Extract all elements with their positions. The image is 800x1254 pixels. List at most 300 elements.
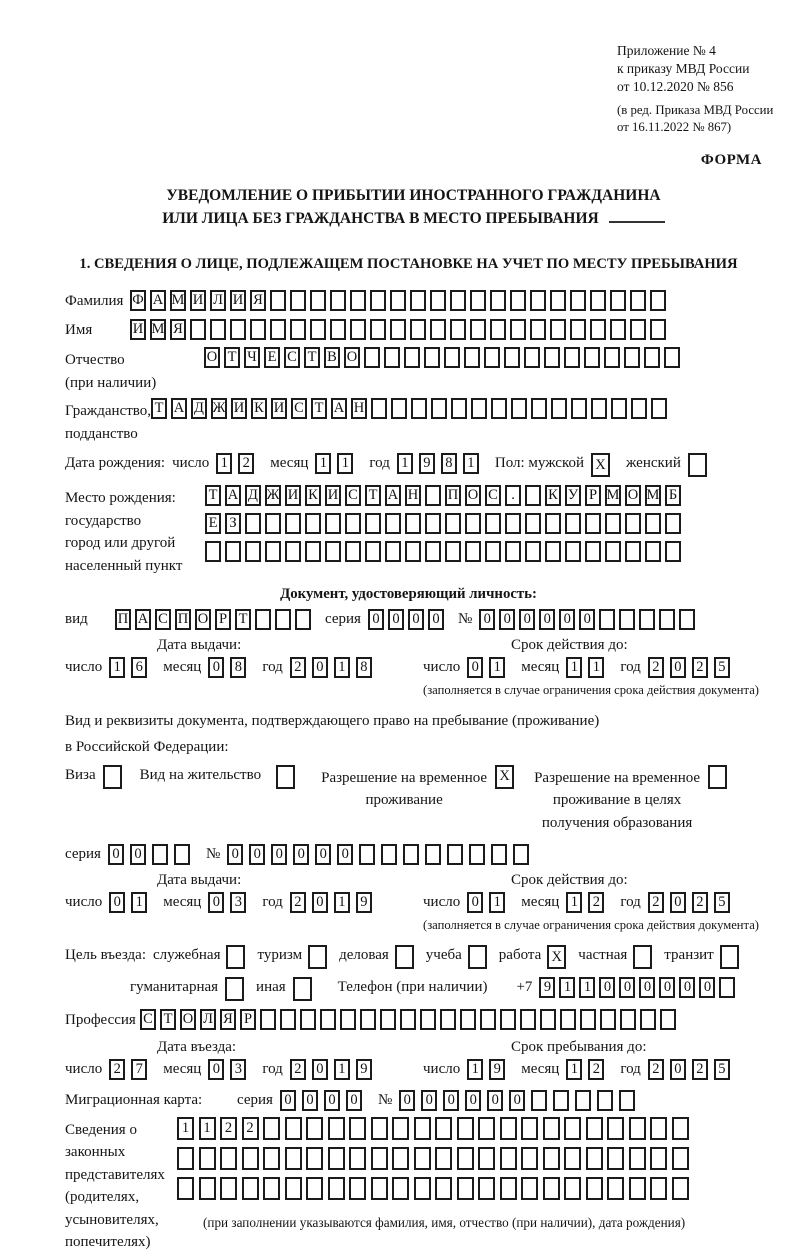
char-box[interactable]: 0 [312,657,328,678]
char-box[interactable]: О [204,347,220,368]
char-box[interactable] [310,290,326,311]
char-box[interactable]: В [324,347,340,368]
char-box[interactable]: 0 [579,609,595,630]
char-box[interactable]: Р [215,609,231,630]
char-box[interactable] [543,1147,560,1170]
char-box[interactable] [306,1147,323,1170]
char-box[interactable] [490,319,506,340]
char-box[interactable] [308,945,327,969]
char-box[interactable] [265,541,281,562]
char-box[interactable]: Т [205,485,221,506]
char-box[interactable] [414,1177,431,1200]
char-box[interactable] [505,513,521,534]
char-box[interactable] [400,1009,416,1030]
char-box[interactable]: 2 [242,1117,259,1140]
char-box[interactable] [545,513,561,534]
char-box[interactable] [625,541,641,562]
char-box[interactable] [672,1147,689,1170]
char-box[interactable]: 9 [356,1059,372,1080]
char-box[interactable]: 0 [619,977,635,998]
char-box[interactable] [619,1090,635,1111]
char-box[interactable] [708,765,727,789]
char-box[interactable] [392,1147,409,1170]
char-box[interactable] [359,844,375,865]
char-box[interactable] [290,290,306,311]
char-box[interactable] [521,1147,538,1170]
char-box[interactable] [371,1117,388,1140]
char-box[interactable] [425,541,441,562]
char-box[interactable] [285,1147,302,1170]
char-box[interactable] [364,347,380,368]
char-box[interactable]: Р [240,1009,256,1030]
char-box[interactable]: А [150,290,166,311]
char-box[interactable]: 0 [293,844,309,865]
char-box[interactable] [265,513,281,534]
char-box[interactable]: 0 [337,844,353,865]
char-box[interactable]: 0 [208,892,224,913]
char-box[interactable] [500,1177,517,1200]
char-box[interactable] [242,1177,259,1200]
char-box[interactable] [513,844,529,865]
char-box[interactable] [679,609,695,630]
char-box[interactable] [720,945,739,969]
char-box[interactable] [457,1177,474,1200]
char-box[interactable]: О [465,485,481,506]
char-box[interactable] [410,290,426,311]
char-box[interactable] [360,1009,376,1030]
char-box[interactable]: 2 [692,892,708,913]
char-box[interactable] [384,347,400,368]
char-box[interactable]: . [505,485,521,506]
char-box[interactable] [305,541,321,562]
char-box[interactable]: 0 [519,609,535,630]
char-box[interactable]: М [170,290,186,311]
char-box[interactable] [440,1009,456,1030]
char-box[interactable] [435,1177,452,1200]
char-box[interactable]: Л [200,1009,216,1030]
char-box[interactable] [688,453,707,477]
char-box[interactable]: С [485,485,501,506]
char-box[interactable] [651,398,667,419]
char-box[interactable]: 2 [290,657,306,678]
char-box[interactable]: Д [191,398,207,419]
char-box[interactable] [629,1177,646,1200]
char-box[interactable] [370,290,386,311]
char-box[interactable]: 2 [290,1059,306,1080]
char-box[interactable] [504,347,520,368]
char-box[interactable] [610,290,626,311]
char-box[interactable] [585,513,601,534]
char-box[interactable] [457,1147,474,1170]
char-box[interactable]: 0 [368,609,384,630]
char-box[interactable] [644,347,660,368]
char-box[interactable] [325,513,341,534]
char-box[interactable] [310,319,326,340]
char-box[interactable]: Я [170,319,186,340]
char-box[interactable]: 0 [670,657,686,678]
char-box[interactable]: 0 [108,844,124,865]
char-box[interactable] [270,319,286,340]
char-box[interactable] [629,1117,646,1140]
char-box[interactable] [270,290,286,311]
char-box[interactable] [531,1090,547,1111]
char-box[interactable]: 5 [714,892,730,913]
char-box[interactable]: А [225,485,241,506]
char-box[interactable] [349,1177,366,1200]
char-box[interactable] [605,513,621,534]
char-box[interactable] [245,513,261,534]
char-box[interactable]: 0 [679,977,695,998]
char-box[interactable] [450,319,466,340]
char-box[interactable] [285,513,301,534]
char-box[interactable]: З [225,513,241,534]
char-box[interactable] [543,1117,560,1140]
char-box[interactable]: 0 [109,892,125,913]
char-box[interactable] [551,398,567,419]
char-box[interactable]: 1 [109,657,125,678]
char-box[interactable] [385,541,401,562]
char-box[interactable]: 1 [566,1059,582,1080]
char-box[interactable]: 2 [588,892,604,913]
char-box[interactable] [719,977,735,998]
char-box[interactable]: О [195,609,211,630]
char-box[interactable]: 8 [441,453,457,474]
char-box[interactable]: Я [250,290,266,311]
char-box[interactable]: 1 [131,892,147,913]
char-box[interactable]: 0 [670,892,686,913]
char-box[interactable] [290,319,306,340]
char-box[interactable] [564,1177,581,1200]
char-box[interactable] [610,319,626,340]
char-box[interactable]: 5 [714,1059,730,1080]
char-box[interactable] [260,1009,276,1030]
char-box[interactable] [390,290,406,311]
char-box[interactable]: Е [205,513,221,534]
char-box[interactable] [306,1117,323,1140]
char-box[interactable] [530,319,546,340]
char-box[interactable] [564,1147,581,1170]
char-box[interactable]: С [345,485,361,506]
char-box[interactable] [525,485,541,506]
char-box[interactable] [242,1147,259,1170]
char-box[interactable] [471,398,487,419]
char-box[interactable]: Д [245,485,261,506]
char-box[interactable]: 1 [467,1059,483,1080]
char-box[interactable] [550,290,566,311]
char-box[interactable] [605,541,621,562]
char-box[interactable] [597,1090,613,1111]
char-box[interactable] [620,1009,636,1030]
char-box[interactable] [607,1177,624,1200]
char-box[interactable]: О [625,485,641,506]
char-box[interactable]: 0 [312,1059,328,1080]
char-box[interactable]: Ж [211,398,227,419]
char-box[interactable] [500,1009,516,1030]
char-box[interactable] [585,541,601,562]
char-box[interactable]: Ж [265,485,281,506]
char-box[interactable] [390,319,406,340]
char-box[interactable] [280,1009,296,1030]
char-box[interactable]: 6 [131,657,147,678]
char-box[interactable] [350,290,366,311]
char-box[interactable] [445,541,461,562]
char-box[interactable] [381,844,397,865]
char-box[interactable]: 1 [463,453,479,474]
char-box[interactable] [619,609,635,630]
char-box[interactable] [510,319,526,340]
char-box[interactable] [591,398,607,419]
char-box[interactable] [607,1147,624,1170]
char-box[interactable]: 2 [692,657,708,678]
char-box[interactable] [565,541,581,562]
char-box[interactable]: 3 [230,892,246,913]
char-box[interactable]: С [291,398,307,419]
char-box[interactable]: 2 [220,1117,237,1140]
char-box[interactable]: К [545,485,561,506]
char-box[interactable]: 0 [130,844,146,865]
char-box[interactable]: X [495,765,514,789]
char-box[interactable] [199,1147,216,1170]
char-box[interactable] [306,1177,323,1200]
char-box[interactable] [600,1009,616,1030]
char-box[interactable]: 0 [324,1090,340,1111]
char-box[interactable] [544,347,560,368]
char-box[interactable] [650,1117,667,1140]
char-box[interactable]: К [251,398,267,419]
char-box[interactable] [571,398,587,419]
char-box[interactable] [645,513,661,534]
char-box[interactable] [650,290,666,311]
char-box[interactable] [435,1147,452,1170]
char-box[interactable] [263,1117,280,1140]
char-box[interactable]: 2 [648,657,664,678]
char-box[interactable] [425,485,441,506]
char-box[interactable]: 0 [467,892,483,913]
char-box[interactable] [293,977,312,1001]
char-box[interactable] [430,319,446,340]
char-box[interactable]: 5 [714,657,730,678]
char-box[interactable] [174,844,190,865]
char-box[interactable]: И [325,485,341,506]
char-box[interactable] [511,398,527,419]
char-box[interactable]: 1 [566,657,582,678]
char-box[interactable] [664,347,680,368]
char-box[interactable]: 9 [539,977,555,998]
char-box[interactable] [404,347,420,368]
char-box[interactable] [349,1117,366,1140]
char-box[interactable]: 3 [230,1059,246,1080]
char-box[interactable]: 0 [487,1090,503,1111]
char-box[interactable]: О [180,1009,196,1030]
char-box[interactable] [414,1117,431,1140]
char-box[interactable]: 0 [428,609,444,630]
char-box[interactable] [570,290,586,311]
char-box[interactable] [478,1177,495,1200]
char-box[interactable] [531,398,547,419]
char-box[interactable]: 9 [489,1059,505,1080]
char-box[interactable]: П [445,485,461,506]
char-box[interactable] [564,347,580,368]
char-box[interactable] [431,398,447,419]
char-box[interactable] [485,541,501,562]
char-box[interactable]: 1 [216,453,232,474]
char-box[interactable] [630,290,646,311]
char-box[interactable] [325,541,341,562]
char-box[interactable] [565,513,581,534]
char-box[interactable]: 1 [315,453,331,474]
char-box[interactable]: 0 [421,1090,437,1111]
char-box[interactable] [255,609,271,630]
char-box[interactable]: 0 [271,844,287,865]
char-box[interactable]: 0 [639,977,655,998]
char-box[interactable] [350,319,366,340]
char-box[interactable]: Н [351,398,367,419]
char-box[interactable] [305,513,321,534]
char-box[interactable] [411,398,427,419]
char-box[interactable] [633,945,652,969]
char-box[interactable]: Б [665,485,681,506]
char-box[interactable]: 0 [346,1090,362,1111]
char-box[interactable] [491,398,507,419]
char-box[interactable]: 0 [208,1059,224,1080]
char-box[interactable]: Т [160,1009,176,1030]
char-box[interactable]: Т [365,485,381,506]
char-box[interactable]: Р [585,485,601,506]
char-box[interactable] [380,1009,396,1030]
char-box[interactable] [545,541,561,562]
char-box[interactable] [524,347,540,368]
char-box[interactable] [177,1177,194,1200]
char-box[interactable] [490,290,506,311]
char-box[interactable] [604,347,620,368]
char-box[interactable] [469,844,485,865]
char-box[interactable]: С [155,609,171,630]
char-box[interactable]: 0 [670,1059,686,1080]
char-box[interactable] [484,347,500,368]
char-box[interactable]: 1 [334,1059,350,1080]
char-box[interactable] [550,319,566,340]
char-box[interactable]: 0 [443,1090,459,1111]
char-box[interactable]: 2 [290,892,306,913]
char-box[interactable] [491,844,507,865]
char-box[interactable]: Ч [244,347,260,368]
char-box[interactable]: 0 [227,844,243,865]
char-box[interactable]: И [285,485,301,506]
char-box[interactable] [410,319,426,340]
char-box[interactable] [631,398,647,419]
char-box[interactable] [584,347,600,368]
char-box[interactable] [225,977,244,1001]
char-box[interactable]: 0 [208,657,224,678]
char-box[interactable] [650,1177,667,1200]
char-box[interactable] [586,1117,603,1140]
char-box[interactable] [624,347,640,368]
char-box[interactable]: 0 [465,1090,481,1111]
char-box[interactable] [560,1009,576,1030]
char-box[interactable]: 9 [419,453,435,474]
char-box[interactable] [485,513,501,534]
char-box[interactable]: 1 [559,977,575,998]
char-box[interactable]: Н [405,485,421,506]
char-box[interactable]: С [284,347,300,368]
char-box[interactable] [275,609,291,630]
char-box[interactable] [478,1117,495,1140]
char-box[interactable]: М [645,485,661,506]
char-box[interactable] [629,1147,646,1170]
char-box[interactable] [245,541,261,562]
char-box[interactable] [414,1147,431,1170]
char-box[interactable] [230,319,246,340]
char-box[interactable] [425,513,441,534]
char-box[interactable] [285,1117,302,1140]
char-box[interactable] [665,541,681,562]
char-box[interactable] [590,319,606,340]
char-box[interactable]: Т [151,398,167,419]
char-box[interactable] [371,398,387,419]
char-box[interactable] [152,844,168,865]
char-box[interactable] [285,541,301,562]
char-box[interactable] [226,945,245,969]
char-box[interactable] [543,1177,560,1200]
char-box[interactable] [521,1177,538,1200]
char-box[interactable]: О [344,347,360,368]
char-box[interactable] [586,1177,603,1200]
char-box[interactable] [672,1117,689,1140]
char-box[interactable] [365,513,381,534]
char-box[interactable] [340,1009,356,1030]
char-box[interactable] [263,1147,280,1170]
char-box[interactable] [630,319,646,340]
char-box[interactable] [505,541,521,562]
char-box[interactable]: 0 [312,892,328,913]
char-box[interactable]: 1 [566,892,582,913]
char-box[interactable]: Ф [130,290,146,311]
char-box[interactable] [445,513,461,534]
char-box[interactable]: А [331,398,347,419]
char-box[interactable] [464,347,480,368]
char-box[interactable] [330,290,346,311]
char-box[interactable]: 1 [579,977,595,998]
char-box[interactable]: П [175,609,191,630]
char-box[interactable] [470,319,486,340]
char-box[interactable] [392,1177,409,1200]
char-box[interactable]: С [140,1009,156,1030]
char-box[interactable]: 0 [499,609,515,630]
char-box[interactable]: Т [235,609,251,630]
char-box[interactable] [420,1009,436,1030]
char-box[interactable] [659,609,675,630]
char-box[interactable] [371,1147,388,1170]
char-box[interactable]: 1 [177,1117,194,1140]
char-box[interactable]: 0 [539,609,555,630]
char-box[interactable]: И [230,290,246,311]
char-box[interactable] [385,513,401,534]
char-box[interactable]: 0 [559,609,575,630]
char-box[interactable] [607,1117,624,1140]
char-box[interactable]: 0 [249,844,265,865]
char-box[interactable]: Т [311,398,327,419]
char-box[interactable] [285,1177,302,1200]
char-box[interactable]: 1 [334,892,350,913]
char-box[interactable] [553,1090,569,1111]
char-box[interactable] [405,541,421,562]
char-box[interactable] [457,1117,474,1140]
char-box[interactable] [391,398,407,419]
char-box[interactable] [263,1177,280,1200]
char-box[interactable] [525,513,541,534]
char-box[interactable] [465,541,481,562]
char-box[interactable] [295,609,311,630]
